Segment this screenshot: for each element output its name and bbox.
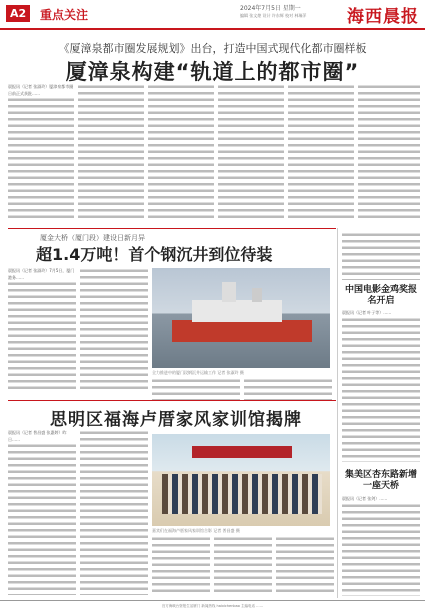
story3-headline: 思明区福海卢厝家风家训馆揭牌 [50,410,302,430]
story1-column-3 [148,84,214,222]
story3-column-1: 晨报讯（记者 普昌盛 张惠婷）昨日…… [8,430,76,595]
story1-column-4 [218,84,284,222]
ship-tower-shape-2 [252,288,262,302]
story2-column-2 [80,268,148,393]
sidebar-headline-1: 中国电影金鸡奖报名开启 [344,285,417,306]
issue-date: 2024年7月5日 星期一 [240,5,301,12]
sidebar-story2-body: 晨报讯（记者 张剑）…… [342,496,420,596]
ship-deck-shape [192,300,282,322]
page-footer: 官方海峡台资报生活厦门 新闻热线 haixichenbao 主编电话 …… [0,600,425,611]
group-of-people-shape [162,474,322,514]
story3-column-5 [276,536,334,596]
masthead [0,0,425,30]
story1-column-1: 晨报讯（记者 张淑玲）厦漳泉都市圈日前正式获批…… [8,84,74,222]
story1-kicker: 《厦漳泉都市圈发展规划》出台，打造中国式现代化都市圈样板 [58,42,367,55]
page-number: A2 [6,5,30,22]
sidebar-divider [337,228,338,598]
story3-column-3 [152,536,210,596]
story2-headline: 超1.4万吨！首个钢沉井到位待装 [36,245,273,264]
story2-photo-caption: 全力推进中的厦门段钢沉井运输工作 记者 张淑玲 摄 [152,370,244,375]
story1-headline: 厦漳泉构建“轨道上的都市圈” [65,60,360,84]
story1-column-2 [78,84,144,222]
story2-column-1: 晨报讯（记者 张淑玲）7月5日，厦门港务…… [8,268,76,393]
story3-photo [152,434,330,526]
story1-column-6 [358,84,420,222]
newspaper-logo: 海西晨报 [347,7,419,27]
ship-hull-shape [172,320,312,342]
story3-photo-caption: 嘉宾们在福海卢厝家风家训馆合影 记者 普昌盛 摄 [152,528,240,533]
editor-credits: 编辑 张文煌 设计 许东辉 校对 林瑞萍 [240,13,307,18]
sidebar-headline-2: 集美区杏东路新增一座天桥 [344,470,417,491]
sidebar-top-text [342,232,420,280]
story2-photo [152,268,330,368]
section-divider-2 [8,400,336,401]
plaque-banner-shape [192,446,292,458]
story2-kicker: 厦金大桥（厦门段）建设日新月异 [40,234,145,242]
story3-column-2 [80,430,148,595]
section-divider [8,228,336,229]
section-name: 重点关注 [40,8,89,22]
ship-tower-shape [222,282,236,302]
story1-column-5 [288,84,354,222]
story2-column-3 [152,378,240,400]
story2-column-4 [244,378,332,400]
story3-column-4 [214,536,272,596]
sidebar-story1-body: 晨报讯（记者 叶子等）…… [342,310,420,462]
